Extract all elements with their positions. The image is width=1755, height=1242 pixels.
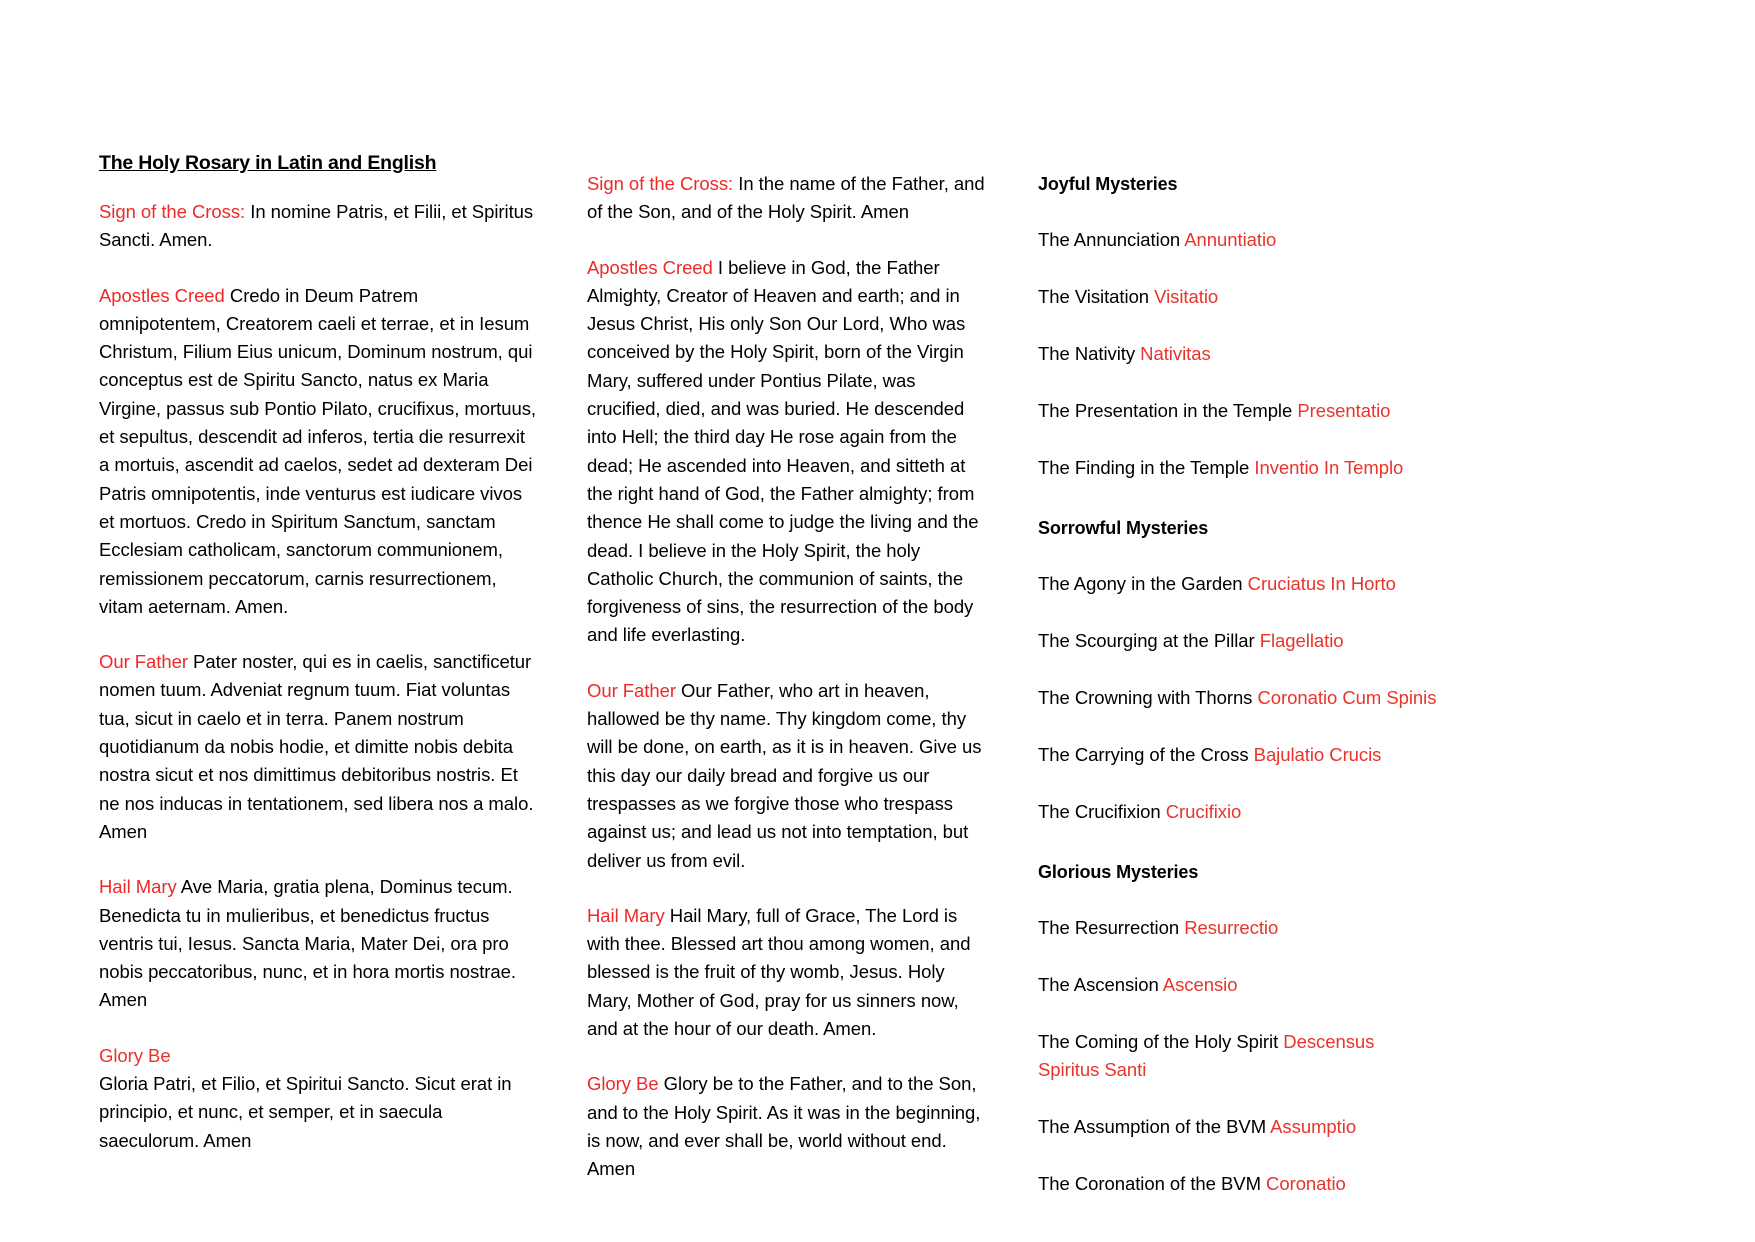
prayer-hail-mary-english (587, 902, 987, 1043)
mystery-latin: Annuntiatio (1184, 229, 1277, 250)
mystery-english: The Coronation of the BVM (1038, 1173, 1267, 1194)
mystery-item (1038, 798, 1438, 826)
prayer-text: Credo in Deum Patrem omnipotentem, Creatorem caeli et terrae, et in Iesum Christum, Filium Eius unicum, Dominum nostrum, qui conceptus est de Spiritu Sancto, natus ex Maria Virgine, passus sub Pontio Pilato, crucifixus, mortuus, et sepultus, descendit ad inferos, tertia die resurrexit a mortuis, ascendit ad caelos, sedet ad dexteram Dei Patris omnipotentis, inde venturus est iudicare vivos et mortuos. Credo in Spiritum Sanctum, sanctam Ecclesiam catholicam, sanctorum communionem, remissionem peccatorum, carnis resurrectionem, vitam aeternam. Amen. (99, 284, 537, 617)
prayer-sign-of-the-cross-english (587, 170, 987, 227)
mystery-latin: Crucifixio (1165, 801, 1242, 822)
prayer-text: Gloria Patri, et Filio, et Spiritui Sancto. Sicut erat in principio, et nunc, et semper, et in saecula saeculorum. Amen (99, 1073, 512, 1151)
mystery-latin: Coronatio Cum Spinis (1257, 687, 1437, 708)
mystery-english: The Agony in the Garden (1038, 573, 1248, 594)
mystery-latin: Descensus Spiritus Santi (1038, 1031, 1375, 1080)
prayer-text: Ave Maria, gratia plena, Dominus tecum. Benedicta tu in mulieribus, et benedictus fructus ventris tui, Iesus. Sancta Maria, Mater Dei, ora pro nobis peccatoribus, nunc, et in hora mortis nostrae. Amen (99, 876, 516, 1011)
english-prayers-column (587, 170, 987, 1184)
prayer-label: Apostles Creed (587, 256, 713, 278)
mystery-item (1038, 226, 1438, 254)
mystery-latin: Bajulatio Crucis (1253, 744, 1382, 765)
mystery-item (1038, 570, 1438, 598)
mystery-english: The Finding in the Temple (1038, 457, 1255, 478)
mystery-english: The Coming of the Holy Spirit (1038, 1031, 1284, 1052)
prayer-label: Hail Mary (587, 904, 665, 926)
mystery-item (1038, 914, 1438, 942)
mystery-group-sorrowful (1038, 516, 1438, 826)
prayer-sign-of-the-cross-latin (99, 198, 539, 255)
mystery-group-heading: Glorious Mysteries (1038, 862, 1199, 882)
mystery-item (1038, 1028, 1438, 1084)
prayer-glory-be-latin (99, 1042, 539, 1155)
mystery-item (1038, 1170, 1438, 1198)
mystery-group-glorious (1038, 860, 1438, 1198)
prayer-apostles-creed-latin (99, 282, 539, 622)
mystery-item (1038, 741, 1438, 769)
mystery-latin: Cruciatus In Horto (1247, 573, 1396, 594)
prayer-label: Glory Be (99, 1044, 171, 1066)
mystery-item (1038, 454, 1438, 482)
mystery-english: The Assumption of the BVM (1038, 1116, 1271, 1137)
mystery-item (1038, 340, 1438, 368)
prayer-label: Glory Be (587, 1073, 659, 1095)
mystery-english: The Crucifixion (1038, 801, 1166, 822)
mystery-latin: Visitatio (1154, 286, 1219, 307)
prayer-glory-be-english (587, 1070, 987, 1183)
latin-prayers-column (99, 198, 539, 1155)
prayer-our-father-latin (99, 648, 539, 846)
prayer-text: Hail Mary, full of Grace, The Lord is with thee. Blessed art thou among women, and blessed is the fruit of thy womb, Jesus. Holy Mary, Mother of God, pray for us sinners now, and at the hour of our death. Amen. (587, 904, 971, 1040)
page-title: The Holy Rosary in Latin and English (99, 152, 437, 174)
prayer-text: In the name of the Father, and of the Son, and of the Holy Spirit. Amen (587, 173, 985, 223)
prayer-label: Hail Mary (99, 876, 177, 898)
mystery-english: The Visitation (1038, 286, 1155, 307)
prayer-label: Sign of the Cross: (587, 173, 734, 194)
mystery-item (1038, 397, 1438, 425)
prayer-label: Our Father (587, 679, 676, 701)
mystery-item (1038, 627, 1438, 655)
prayer-label: Apostles Creed (99, 284, 225, 306)
mystery-latin: Assumptio (1270, 1116, 1357, 1137)
mystery-english: The Annunciation (1038, 229, 1185, 250)
prayer-text: In nomine Patris, et Filii, et Spiritus Sancti. Amen. (99, 201, 534, 251)
mystery-item (1038, 684, 1438, 712)
mystery-english: The Nativity (1038, 343, 1141, 364)
prayer-our-father-english (587, 677, 987, 875)
mystery-latin: Resurrectio (1184, 917, 1279, 938)
mystery-group-heading: Joyful Mysteries (1038, 174, 1178, 194)
prayer-hail-mary-latin (99, 873, 539, 1014)
mysteries-column (1038, 172, 1438, 1227)
prayer-text: Glory be to the Father, and to the Son, and to the Holy Spirit. As it was in the beginning, is now, and ever shall be, world without end. Amen (587, 1073, 981, 1180)
mystery-latin: Nativitas (1140, 343, 1211, 364)
mystery-latin: Presentatio (1297, 400, 1391, 421)
mystery-english: The Resurrection (1038, 917, 1185, 938)
mystery-item (1038, 971, 1438, 999)
mystery-latin: Inventio In Templo (1254, 457, 1404, 478)
prayer-label: Sign of the Cross: (99, 201, 246, 222)
mystery-item (1038, 1113, 1438, 1141)
prayer-text: I believe in God, the Father Almighty, Creator of Heaven and earth; and in Jesus Christ, His only Son Our Lord, Who was conceived by the Holy Spirit, born of the Virgin Mary, suffered under Pontius Pilate, was crucified, died, and was buried. He descended into Hell; the third day He rose again from the dead; He ascended into Heaven, and sitteth at the right hand of God, the Father almighty; from thence He shall come to judge the living and the dead. I believe in the Holy Spirit, the holy Catholic Church, the communion of saints, the forgiveness of sins, the resurrection of the body and life everlasting. (587, 256, 979, 646)
mystery-item (1038, 283, 1438, 311)
mystery-english: The Ascension (1038, 974, 1163, 995)
mystery-group-joyful (1038, 172, 1438, 482)
prayer-text: Our Father, who art in heaven, hallowed be thy name. Thy kingdom come, thy will be done, on earth, as it is in heaven. Give us this day our daily bread and forgive us our trespasses as we forgive those who trespass against us; and lead us not into temptation, but deliver us from evil. (587, 679, 982, 871)
mystery-latin: Flagellatio (1259, 630, 1344, 651)
mystery-latin: Coronatio (1266, 1173, 1346, 1194)
mystery-english: The Presentation in the Temple (1038, 400, 1298, 421)
mystery-latin: Ascensio (1162, 974, 1238, 995)
mystery-english: The Crowning with Thorns (1038, 687, 1258, 708)
mystery-group-heading: Sorrowful Mysteries (1038, 518, 1209, 538)
mystery-english: The Scourging at the Pillar (1038, 630, 1260, 651)
mystery-english: The Carrying of the Cross (1038, 744, 1254, 765)
prayer-text: Pater noster, qui es in caelis, sanctificetur nomen tuum. Adveniat regnum tuum. Fiat voluntas tua, sicut in caelo et in terra. Panem nostrum quotidianum da nobis hodie, et dimitte nobis debita nostra sicut et nos dimittimus debitoribus nostris. Et ne nos inducas in tentationem, sed libera nos a malo. Amen (99, 651, 534, 842)
prayer-apostles-creed-english (587, 254, 987, 650)
prayer-label: Our Father (99, 651, 188, 673)
